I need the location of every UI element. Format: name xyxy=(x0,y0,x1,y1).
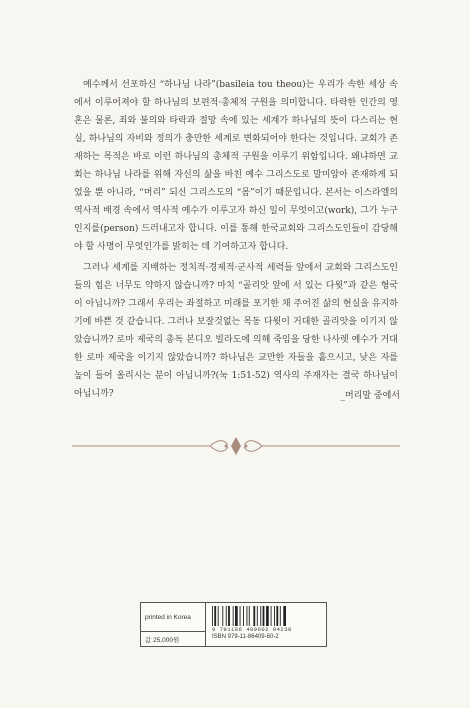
isbn-text: ISBN 979-11-86409-60-2 xyxy=(212,634,279,640)
barcode-number: 9 791186 409602 94230 xyxy=(212,626,292,633)
barcode-bar xyxy=(247,606,248,626)
barcode-bar xyxy=(257,606,258,626)
barcode-icon xyxy=(212,606,322,626)
barcode-bar xyxy=(222,606,223,626)
barcode-bar xyxy=(266,606,269,626)
barcode-bar xyxy=(276,606,278,626)
barcode-bar xyxy=(260,606,261,626)
paragraph-intro: 예수께서 선포하신 “하나님 나라”(basileia tou theou)는 우리가 속한 세상 속에서 이루어져야 할 하나님의 보편적·총체적 구원을 의미합니다. 타락한 인간의 영혼은 물론, 죄와 불의와 타락과 절망 속에 있는 세계가 하나님의 뜻이 다스리는 현실, 하나님의 자비와 정의가 충만한 세계로 변화되어야 한다는 것입니다. 교회가 존재하는 목적은 바로 이런 하나님의 총체적 구원을 이루기 위함입니다. 왜냐하면 교회는 하나님 나라를 위해 자신의 삶을 바친 예수 그리스도로 말미암아 존재하게 되었을 뿐 아니라, “머리” 되신 그리스도의 “몸”이기 때문입니다. 본서는 이스라엘의 역사적 배경 속에서 역사적 예수가 이루고자 하신 일이 무엇이고(work), 그가 누구인지를(person) 드러내고자 합니다. 이를 통해 한국교회와 그리스도인들이 감당해야 할 사명이 무엇인가를 밝히는 데 기여하고자 합니다. xyxy=(74,80,398,252)
barcode-bar xyxy=(249,606,250,626)
barcode-bar xyxy=(263,606,265,626)
attribution: _머리말 중에서 xyxy=(340,391,400,401)
barcode-bar xyxy=(271,606,272,626)
back-cover-text xyxy=(74,76,398,406)
barcode-bar xyxy=(280,606,281,626)
barcode-bar xyxy=(243,606,244,626)
barcode-bar xyxy=(274,606,275,626)
flourish-icon xyxy=(72,435,400,457)
barcode-bar xyxy=(283,606,286,626)
barcode-bar xyxy=(218,606,219,626)
barcode-bar xyxy=(212,606,213,626)
barcode-bar xyxy=(235,606,238,626)
barcode-bar xyxy=(233,606,234,626)
printed-in-label: printed in Korea xyxy=(141,603,205,632)
barcode-bar xyxy=(240,606,241,626)
barcode-bar xyxy=(253,606,255,626)
price-label: 값 25,000원 xyxy=(145,636,180,644)
imprint-column xyxy=(141,603,206,646)
ornamental-divider xyxy=(72,435,400,457)
barcode-box xyxy=(140,602,327,647)
barcode-bar xyxy=(228,606,230,626)
paragraph-goliath: 그러나 세계를 지배하는 정치적·경제적·군사적 세력들 앞에서 교회와 그리스도인들의 힘은 너무도 약하지 않습니까? 마치 “골리앗 앞에 서 있는 다윗”과 같은 형국이 아닙니까? 그래서 우리는 좌절하고 미래를 포기한 채 주어진 삶의 현실을 유지하기에 바쁜 것 같습니다. 그러나 보잘것없는 목동 다윗이 거대한 골리앗을 이기지 않았습니까? 로마 제국의 총독 본디오 빌라도에 의해 죽임을 당한 나사렛 예수가 거대한 로마 제국을 이기지 않았습니까? 하나님은 교만한 자들을 흩으시고, 낮은 자를 높이 들어 올리시는 분이 아닙니까?(눅 1:51-52) 역사의 주재자는 결국 하나님이 아닙니까? xyxy=(74,263,398,399)
barcode-bar xyxy=(226,606,227,626)
barcode-bar xyxy=(214,606,216,626)
barcode-area xyxy=(206,603,326,646)
